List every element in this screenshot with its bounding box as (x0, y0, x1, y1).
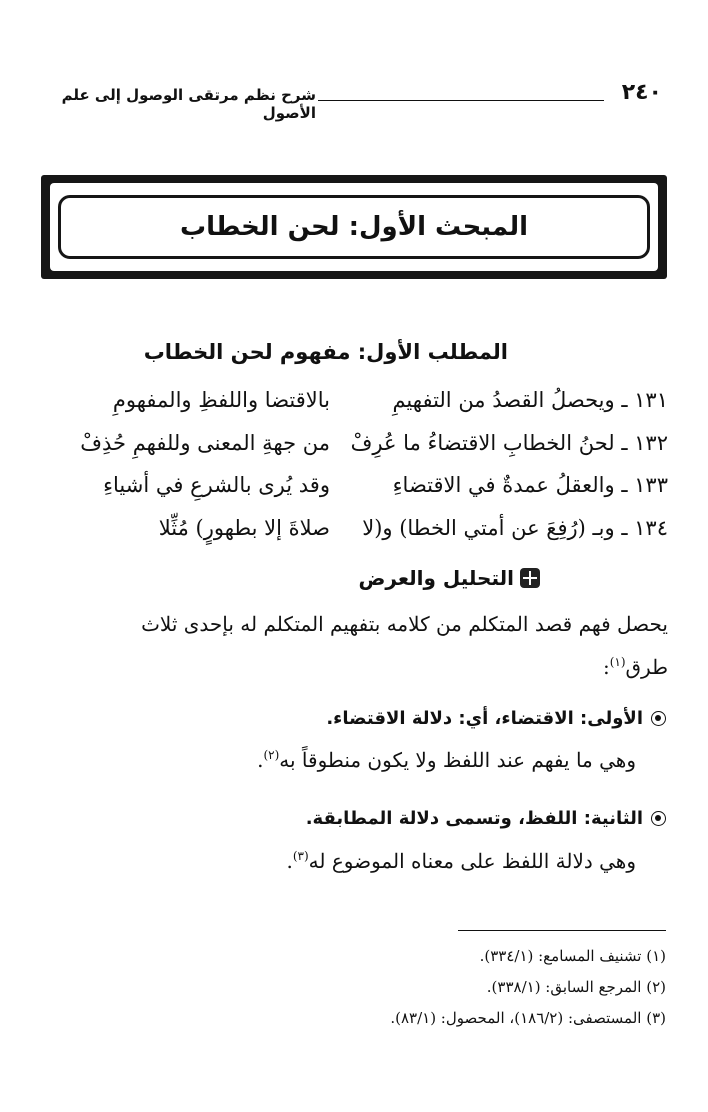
verse-first-hemistich: ١٣٢ ـ لحنُ الخطابِ الاقتضاءُ ما عُرِفْ (350, 431, 668, 455)
paragraph-punctuation: : (602, 655, 610, 679)
ornament-icon (520, 568, 540, 588)
verse-second-hemistich: صلاةَ إلا بطهورٍ) مُثِّلا (158, 516, 330, 540)
footnote-ref: (١) (609, 655, 626, 669)
verse-line (40, 516, 668, 552)
verse-line (40, 473, 668, 509)
footnote-ref: (٣) (292, 849, 309, 863)
point-body-punctuation: . (286, 849, 293, 873)
intro-paragraph (40, 605, 668, 686)
footnote-ref: (٢) (263, 748, 280, 762)
paragraph-line: يحصل فهم قصد المتكلم من كلامه بتفهيم المتكلم له بإحدى ثلاث (141, 612, 668, 636)
verse-first-hemistich: ١٣٣ ـ والعقلُ عمدةٌ في الاقتضاءِ (392, 473, 668, 497)
running-header-title: شرح نظم مرتقى الوصول إلى علم الأصول (61, 86, 316, 122)
point-body-punctuation: . (257, 748, 264, 772)
analysis-heading (40, 566, 540, 590)
verse-second-hemistich: وقد يُرى بالشرعِ في أشياءِ (103, 473, 330, 497)
point-body-text: وهي ما يفهم عند اللفظ ولا يكون منطوقاً به (279, 748, 636, 772)
footnote: (٣) المستصفى: (١٨٦/٢)، المحصول: (٨٣/١). (390, 1009, 666, 1027)
verse-first-hemistich: ١٣١ ـ ويحصلُ القصدُ من التفهيمِ (392, 388, 668, 412)
point-body-text: وهي دلالة اللفظ على معناه الموضوع له (308, 849, 636, 873)
footnote-rule (458, 930, 666, 931)
point-body (40, 748, 636, 772)
footnote: (٢) المرجع السابق: (٣٣٨/١). (486, 978, 666, 996)
point-heading (40, 708, 666, 729)
flower-bullet-icon (651, 811, 666, 826)
point-heading-text: الثانية: اللفظ، وتسمى دلالة المطابقة. (305, 808, 643, 829)
chapter-title-frame (41, 175, 667, 279)
point-heading (40, 808, 666, 829)
paragraph-line (40, 643, 668, 686)
flower-bullet-icon (651, 711, 666, 726)
verse-second-hemistich: بالاقتضا واللفظِ والمفهومِ (112, 388, 330, 412)
chapter-title: المبحث الأول: لحن الخطاب (179, 212, 529, 242)
verse-second-hemistich: من جهةِ المعنى وللفهمِ حُذِفْ (80, 431, 330, 455)
section-title: المطلب الأول: مفهوم لحن الخطاب (143, 340, 508, 364)
point-heading-text: الأولى: الاقتضاء، أي: دلالة الاقتضاء. (326, 708, 643, 729)
footnote: (١) تشنيف المسامع: (٣٣٤/١). (479, 947, 666, 965)
paragraph-text: طرق (625, 655, 668, 679)
point-body (40, 849, 636, 873)
verse-line (40, 431, 668, 467)
verse-first-hemistich: ١٣٤ ـ وبـ (رُفِعَ عن أمتي الخطا) و(لا (362, 516, 668, 540)
page-number: ٢٤٠ (621, 80, 662, 105)
analysis-heading-text: التحليل والعرض (358, 566, 514, 590)
verse-line (40, 388, 668, 424)
header-rule (318, 100, 604, 101)
